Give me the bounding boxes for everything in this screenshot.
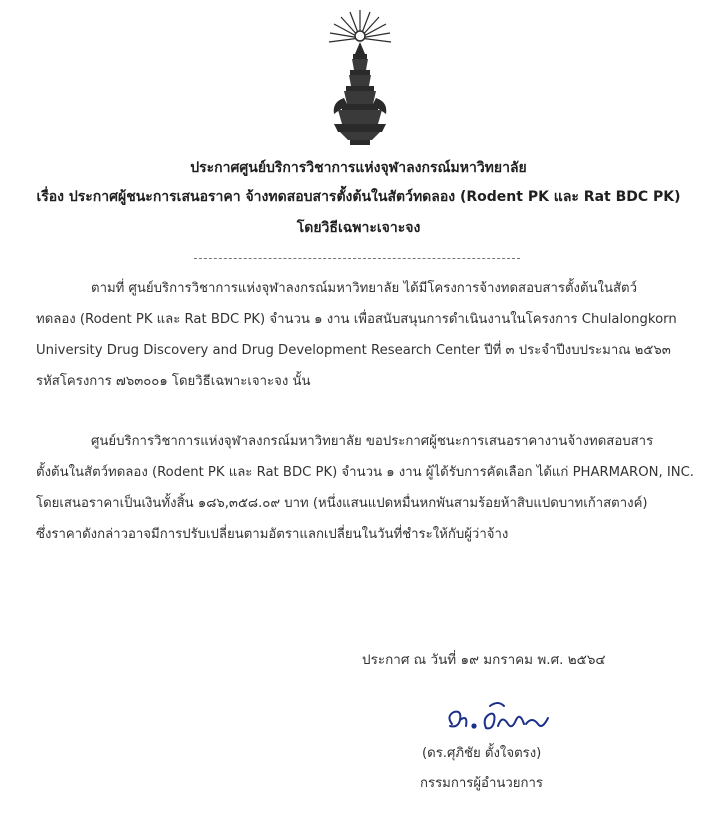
announcement-date: ประกาศ ณ วันที่ ๑๙ มกราคม พ.ศ. ๒๕๖๔ (362, 652, 606, 668)
paragraph-line: โดยเสนอราคาเป็นเงินทั้งสิ้น ๑๘๖,๓๕๘.๐๙ บาท (หนึ่งแสนแปดหมื่นหกพันสามร้อยห้าสิบแปดบาทเก้าสตางค์) (36, 496, 648, 511)
announcement-subject: เรื่อง ประกาศผู้ชนะการเสนอราคา จ้างทดสอบสารตั้งต้นในสัตว์ทดลอง (Rodent PK และ Rat BDC PK) (36, 189, 681, 205)
paragraph-line: ทดลอง (Rodent PK และ Rat BDC PK) จำนวน ๑ งาน เพื่อสนับสนุนการดำเนินงานในโครงการ Chulalongkorn (36, 312, 677, 327)
signer-title: กรรมการผู้อำนวยการ (420, 776, 543, 791)
paragraph-line: ตามที่ ศูนย์บริการวิชาการแห่งจุฬาลงกรณ์มหาวิทยาลัย ได้มีโครงการจ้างทดสอบสารตั้งต้นในสัตว์ (91, 281, 637, 296)
paragraph-1 (36, 273, 691, 397)
paragraph-line: ศูนย์บริการวิชาการแห่งจุฬาลงกรณ์มหาวิทยาลัย ขอประกาศผู้ชนะการเสนอราคางานจ้างทดสอบสาร (91, 434, 654, 449)
chulalongkorn-crown-emblem-icon (320, 8, 400, 148)
procurement-method: โดยวิธีเฉพาะเจาะจง (296, 220, 421, 236)
paragraph-line: ซึ่งราคาดังกล่าวอาจมีการปรับเปลี่ยนตามอัตราแลกเปลี่ยนในวันที่ชำระให้กับผู้ว่าจ้าง (36, 527, 509, 542)
paragraph-2 (36, 426, 695, 550)
handwritten-signature (438, 696, 558, 738)
paragraph-line: ตั้งต้นในสัตว์ทดลอง (Rodent PK และ Rat BDC PK) จำนวน ๑ งาน ผู้ได้รับการคัดเลือก ได้แก่ PHARMARON, INC. (36, 465, 695, 480)
announcement-title: ประกาศศูนย์บริการวิชาการแห่งจุฬาลงกรณ์มหาวิทยาลัย (190, 160, 527, 176)
paragraph-line: University Drug Discovery and Drug Development Research Center ปีที่ ๓ ประจำปีงบประมาณ ๒๕๖๓ (36, 343, 671, 358)
paragraph-line: รหัสโครงการ ๗๖๓๐๐๑ โดยวิธีเฉพาะเจาะจง นั้น (36, 374, 311, 389)
signer-name: (ดร.ศุภิชัย ตั้งใจตรง) (422, 746, 542, 761)
dashed-divider (194, 258, 520, 259)
